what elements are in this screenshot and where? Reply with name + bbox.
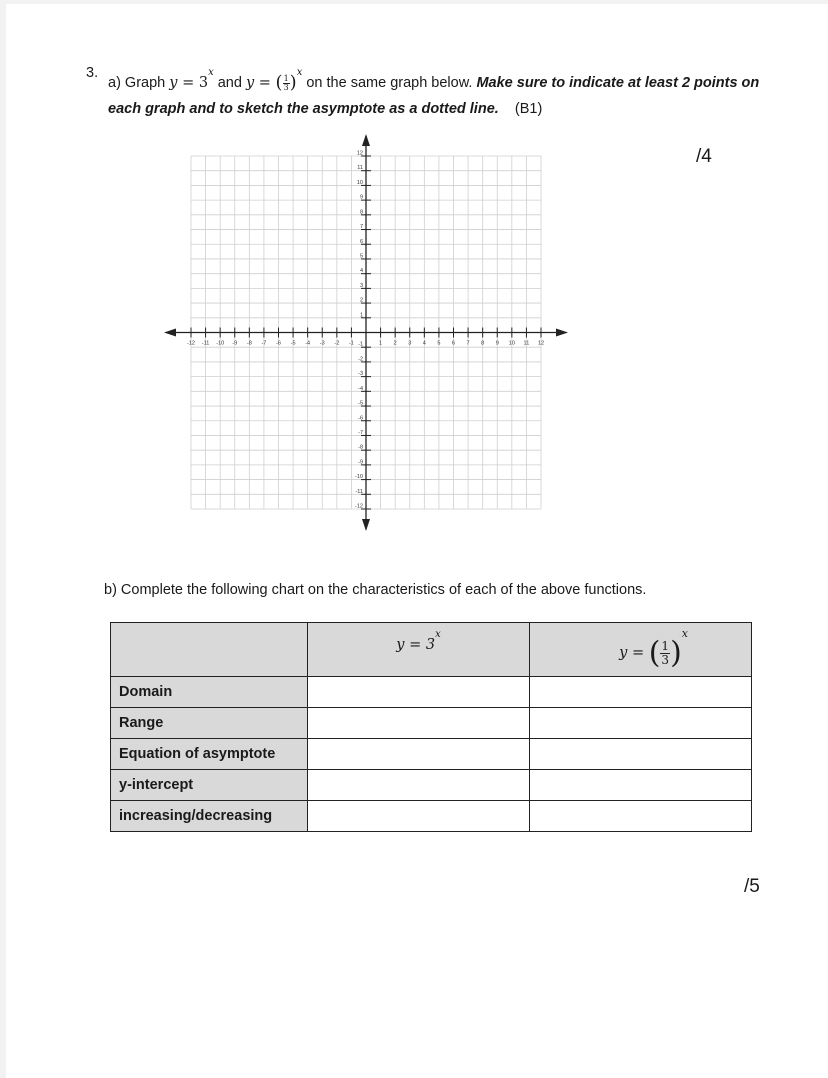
- answer-cell-asymptote-y3x[interactable]: [308, 739, 530, 770]
- table-row: [111, 801, 752, 832]
- x-tick-label: -4: [305, 340, 311, 347]
- equation-y-one-third-x: y = ( $\frac{1}{3}$ )$^x$: [245, 67, 303, 93]
- answer-cell-intercept-y3x[interactable]: [308, 770, 530, 801]
- equation-y-3x: $y = 3^x$: [169, 67, 214, 91]
- table-row: [111, 770, 752, 801]
- y-tick-label: 1: [359, 312, 363, 319]
- answer-cell-monotonic-y3x[interactable]: [308, 801, 530, 832]
- x-axis-right-arrow-icon: [556, 329, 568, 337]
- y-tick-label: -8: [358, 444, 363, 451]
- x-tick-label: 10: [508, 340, 515, 347]
- and-text: and: [217, 75, 242, 91]
- y-tick-label: 11: [357, 165, 363, 172]
- y-tick-label: -7: [358, 429, 363, 436]
- y-tick-label: 4: [359, 268, 363, 275]
- header-y-one-third-x: y = ( $\frac{1}{3}$ )$^x$: [530, 623, 752, 677]
- row-label-y-intercept: y-intercept: [111, 770, 308, 801]
- answer-cell-monotonic-y13x[interactable]: [530, 801, 752, 832]
- y-tick-label: -6: [358, 415, 363, 422]
- x-tick-label: -6: [276, 340, 281, 347]
- x-tick-label: -5: [290, 340, 296, 347]
- y-tick-label: -5: [358, 400, 363, 407]
- y-tick-label: 3: [359, 282, 363, 289]
- y-tick-label: 12: [356, 150, 363, 157]
- x-tick-label: 12: [537, 340, 545, 347]
- answer-cell-range-y3x[interactable]: [308, 708, 530, 739]
- score-part-a: /4: [696, 146, 712, 167]
- x-tick-label: 7: [466, 340, 470, 347]
- x-tick-label: -11: [201, 340, 210, 347]
- x-tick-label: -1: [348, 340, 354, 347]
- x-tick-label: 1: [379, 340, 383, 347]
- header-y-3x: $y = 3^x$: [308, 623, 530, 677]
- x-tick-label: 4: [422, 340, 426, 347]
- x-tick-label: 11: [523, 340, 530, 347]
- question-body: [108, 60, 788, 122]
- header-blank-cell: [111, 623, 308, 677]
- characteristics-table: [110, 622, 752, 832]
- table-header-row: [111, 623, 752, 677]
- y-tick-label: -3: [358, 371, 363, 378]
- y-tick-label: 9: [359, 194, 363, 201]
- y-tick-label: -12: [355, 503, 363, 510]
- y-tick-label: -2: [358, 356, 363, 363]
- x-tick-label: 5: [437, 340, 441, 347]
- y-tick-label: 6: [359, 238, 363, 245]
- answer-cell-domain-y13x[interactable]: [530, 677, 752, 708]
- answer-cell-asymptote-y13x[interactable]: [530, 739, 752, 770]
- row-label-range: Range: [111, 708, 308, 739]
- table-row: [111, 708, 752, 739]
- answer-cell-range-y13x[interactable]: [530, 708, 752, 739]
- instruction-text: on the same graph below.: [306, 75, 473, 91]
- x-tick-label: 3: [408, 340, 412, 347]
- x-tick-label: -3: [319, 340, 325, 347]
- outcome-code: (B1): [514, 101, 543, 117]
- instruction-bold: Make sure to indicate at least 2 points on each graph and to sketch the asymptote as a dotted line.: [108, 75, 760, 117]
- question-number: 3.: [86, 65, 99, 81]
- y-tick-label: 10: [356, 179, 363, 186]
- answer-cell-domain-y3x[interactable]: [308, 677, 530, 708]
- answer-cell-intercept-y13x[interactable]: [530, 770, 752, 801]
- y-tick-label: 2: [359, 297, 363, 304]
- y-axis-up-arrow-icon: [362, 134, 370, 146]
- x-tick-label: -9: [232, 340, 238, 347]
- x-tick-label: 6: [451, 340, 456, 347]
- y-tick-label: -9: [358, 459, 363, 466]
- x-tick-label: -12: [187, 340, 195, 347]
- x-tick-label: -10: [216, 340, 225, 347]
- x-tick-label: -2: [334, 340, 340, 347]
- part-a-prefix: a) Graph: [108, 75, 166, 91]
- table-row: [111, 739, 752, 770]
- x-tick-label: -7: [261, 340, 267, 347]
- worksheet-page: [6, 4, 828, 1078]
- coordinate-grid[interactable]: [156, 126, 576, 546]
- y-tick-label: 8: [359, 209, 363, 216]
- x-tick-label: 9: [495, 340, 499, 347]
- x-tick-label: 8: [481, 340, 485, 347]
- y-tick-label: -10: [355, 474, 363, 481]
- y-tick-label: -1: [358, 341, 363, 348]
- row-label-asymptote: Equation of asymptote: [111, 739, 308, 770]
- row-label-increasing-decreasing: increasing/decreasing: [111, 801, 308, 832]
- y-tick-label: 7: [359, 224, 363, 231]
- table-row: [111, 677, 752, 708]
- y-tick-label: -4: [358, 385, 363, 392]
- x-tick-label: -8: [246, 340, 252, 347]
- part-b-prompt: b) Complete the following chart on the characteristics of each of the above functions.: [104, 582, 647, 598]
- score-part-b: /5: [744, 876, 760, 897]
- y-axis-down-arrow-icon: [362, 519, 370, 531]
- row-label-domain: Domain: [111, 677, 308, 708]
- y-tick-label: -11: [355, 488, 363, 495]
- y-tick-label: 5: [359, 253, 363, 260]
- x-axis-left-arrow-icon: [164, 329, 176, 337]
- x-tick-label: 2: [393, 340, 397, 347]
